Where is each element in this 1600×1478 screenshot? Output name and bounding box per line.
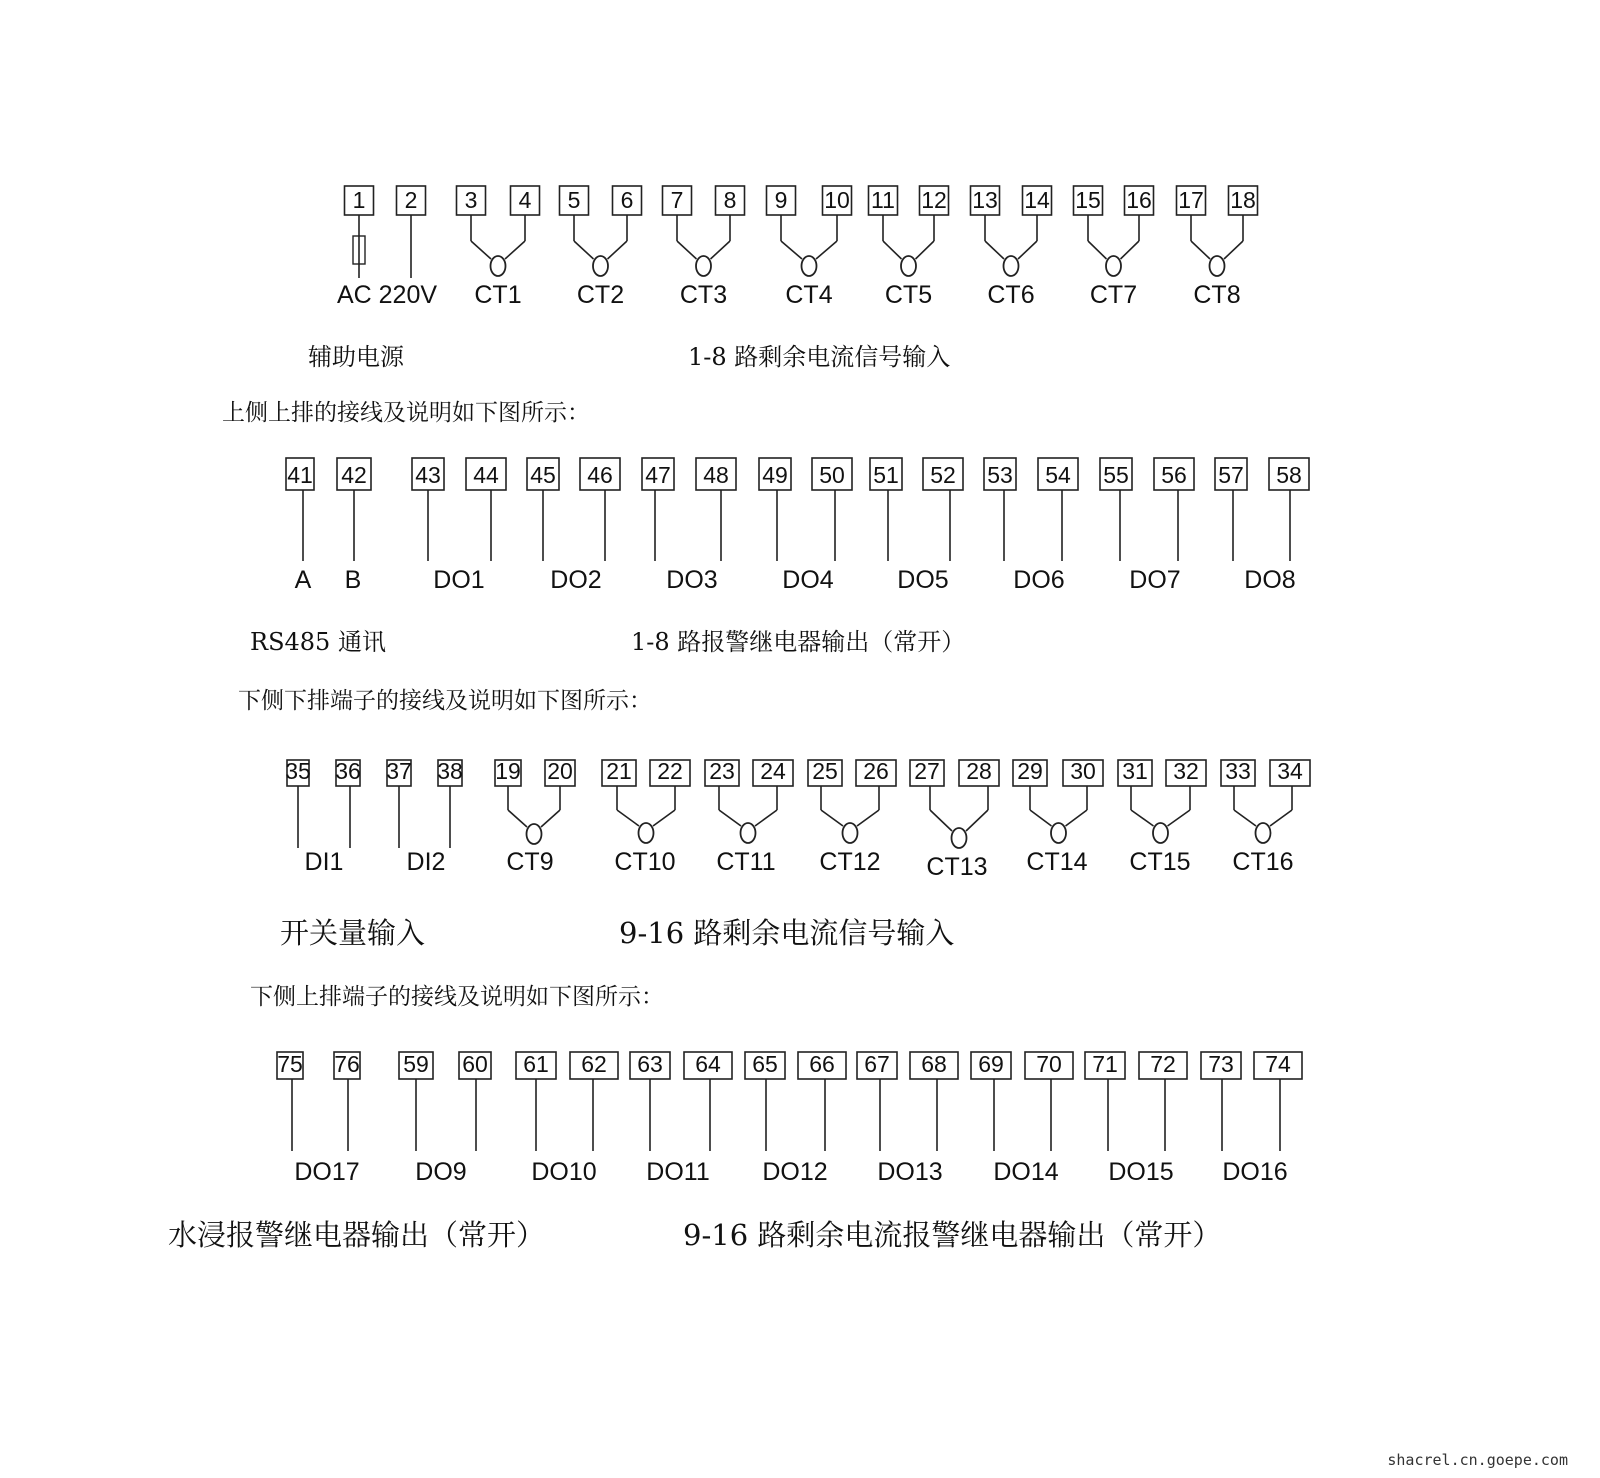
wire	[1018, 241, 1037, 259]
section-caption: 水浸报警继电器输出（常开）	[168, 1218, 546, 1252]
wire	[1270, 810, 1292, 826]
wire	[1131, 810, 1154, 826]
relay-output-label: DO8	[1244, 566, 1296, 594]
terminal-number: 70	[1036, 1051, 1062, 1077]
relay-output-label: DO6	[1013, 566, 1065, 594]
ct-coil	[901, 256, 916, 276]
section-caption: 开关量输入	[280, 916, 426, 950]
wire	[755, 810, 777, 826]
section-caption: 1-8 路报警继电器输出（常开）	[631, 628, 966, 656]
terminal-number: 48	[703, 462, 729, 488]
terminal-number: 44	[473, 462, 499, 488]
ct-label: CT9	[506, 848, 554, 876]
relay-output-label: DO13	[877, 1158, 943, 1186]
terminal-number: 32	[1173, 758, 1199, 784]
section-intro: 上侧上排的接线及说明如下图所示：	[222, 400, 590, 426]
terminal-number: 61	[523, 1051, 549, 1077]
terminal-number: 9	[774, 187, 788, 213]
terminal-number: 43	[415, 462, 441, 488]
terminal-number: 34	[1277, 758, 1303, 784]
section-caption: 9-16 路剩余电流报警继电器输出（常开）	[683, 1218, 1222, 1252]
terminal-number: 51	[873, 462, 899, 488]
relay-output-label: DO11	[646, 1158, 710, 1186]
ct-label: CT8	[1193, 281, 1241, 309]
relay-output-label: DO4	[782, 566, 834, 594]
terminal-number: 31	[1122, 758, 1148, 784]
terminal-number: 52	[930, 462, 956, 488]
wire	[719, 810, 741, 826]
terminal-number: 8	[723, 187, 737, 213]
ct-coil	[593, 256, 608, 276]
wire	[985, 241, 1004, 259]
terminal-number: 20	[547, 758, 573, 784]
relay-output-label: DO12	[762, 1158, 828, 1186]
terminal-number: 68	[921, 1051, 947, 1077]
terminal-number: 21	[606, 758, 632, 784]
terminal-number: 72	[1150, 1051, 1176, 1077]
terminal-number: 55	[1103, 462, 1129, 488]
digital-input-label: DI2	[406, 848, 446, 876]
wire	[821, 810, 843, 826]
wire	[574, 241, 594, 259]
ct-label: CT1	[474, 281, 522, 309]
ct-coil	[1004, 256, 1019, 276]
terminal-number: 18	[1230, 187, 1256, 213]
terminal-number: 71	[1092, 1051, 1118, 1077]
terminal-number: 26	[863, 758, 889, 784]
relay-output-label: DO10	[531, 1158, 597, 1186]
wire	[966, 810, 988, 831]
wire	[781, 241, 802, 259]
wire	[1224, 241, 1243, 259]
terminal-number: 41	[287, 462, 313, 488]
terminal-number: 45	[530, 462, 556, 488]
terminal-number: 22	[657, 758, 683, 784]
section-intro: 下侧下排端子的接线及说明如下图所示：	[238, 688, 652, 714]
wire	[1168, 810, 1191, 826]
ct-coil	[741, 823, 756, 843]
ct-label: CT15	[1129, 848, 1191, 876]
terminal-number: 59	[403, 1051, 429, 1077]
terminal-number: 25	[812, 758, 838, 784]
terminal-number: 1	[352, 187, 366, 213]
section-caption: 辅助电源	[308, 343, 404, 371]
terminal-number: 63	[637, 1051, 663, 1077]
terminal-number: 12	[921, 187, 947, 213]
wire	[930, 810, 952, 831]
terminal-number: 4	[518, 187, 532, 213]
wire	[617, 810, 639, 826]
terminal-number: 24	[760, 758, 786, 784]
ct-coil	[1106, 256, 1121, 276]
wire	[711, 241, 731, 259]
section-caption: 9-16 路剩余电流信号输入	[619, 916, 955, 950]
wire	[1088, 241, 1107, 259]
terminal-number: 6	[620, 187, 634, 213]
relay-output-label: DO2	[550, 566, 602, 594]
terminal-number: 38	[437, 758, 463, 784]
terminal-number: 60	[462, 1051, 488, 1077]
wire	[653, 810, 675, 826]
terminal-number: 69	[978, 1051, 1004, 1077]
rs485-a-label: A	[294, 566, 312, 594]
terminal-number: 74	[1265, 1051, 1291, 1077]
terminal-number: 46	[587, 462, 613, 488]
relay-output-label: DO16	[1222, 1158, 1288, 1186]
terminal-number: 58	[1276, 462, 1302, 488]
relay-output-label: DO5	[897, 566, 949, 594]
terminal-number: 67	[864, 1051, 890, 1077]
terminal-number: 42	[341, 462, 367, 488]
terminal-number: 29	[1017, 758, 1043, 784]
terminal-number: 62	[581, 1051, 607, 1077]
relay-output-label: DO1	[433, 566, 485, 594]
wire	[1066, 810, 1088, 826]
terminal-number: 56	[1161, 462, 1187, 488]
terminal-number: 50	[819, 462, 845, 488]
terminal-number: 10	[824, 187, 850, 213]
ct-label: CT3	[679, 281, 728, 309]
terminal-number: 23	[709, 758, 735, 784]
terminal-number: 35	[285, 758, 311, 784]
wire	[608, 241, 628, 259]
terminal-number: 37	[386, 758, 412, 784]
terminal-number: 57	[1218, 462, 1244, 488]
ct-coil	[1051, 823, 1066, 843]
ct-coil	[639, 823, 654, 843]
relay-output-label: DO7	[1129, 566, 1181, 594]
terminal-number: 30	[1070, 758, 1096, 784]
terminal-number: 49	[762, 462, 788, 488]
terminal-number: 73	[1208, 1051, 1234, 1077]
terminal-number: 15	[1075, 187, 1101, 213]
ct-label: CT2	[576, 281, 625, 309]
wire	[816, 241, 837, 259]
ct-coil	[696, 256, 711, 276]
relay-output-label: DO3	[666, 566, 718, 594]
relay-output-label: DO15	[1108, 1158, 1174, 1186]
ct-label: CT4	[785, 281, 833, 309]
wire	[541, 810, 560, 827]
wire	[508, 810, 527, 827]
power-label: AC 220V	[336, 281, 438, 309]
terminal-number: 54	[1045, 462, 1071, 488]
terminal-number: 76	[334, 1051, 360, 1077]
terminal-number: 33	[1225, 758, 1251, 784]
terminal-number: 28	[966, 758, 992, 784]
ct-coil	[952, 828, 967, 848]
ct-label: CT6	[987, 281, 1035, 309]
terminal-number: 7	[670, 187, 684, 213]
terminal-number: 65	[752, 1051, 778, 1077]
ct-label: CT11	[716, 848, 776, 876]
terminal-number: 14	[1024, 187, 1050, 213]
terminal-number: 5	[567, 187, 581, 213]
ct-coil	[802, 256, 817, 276]
terminal-number: 13	[972, 187, 998, 213]
terminal-number: 66	[809, 1051, 835, 1077]
ct-coil	[491, 256, 506, 276]
terminal-number: 64	[695, 1051, 721, 1077]
ct-label: CT7	[1089, 281, 1138, 309]
wire	[1234, 810, 1256, 826]
terminal-number: 19	[495, 758, 521, 784]
relay-output-label: DO14	[993, 1158, 1059, 1186]
wire	[883, 241, 902, 259]
terminal-number: 2	[404, 187, 418, 213]
wire	[505, 241, 525, 259]
ct-coil	[1210, 256, 1225, 276]
ct-coil	[1256, 823, 1271, 843]
ct-label: CT13	[926, 853, 988, 881]
ct-label: CT5	[884, 281, 933, 309]
terminal-number: 3	[464, 187, 478, 213]
terminal-number: 36	[335, 758, 361, 784]
wire	[1121, 241, 1140, 259]
section-caption: RS485 通讯	[250, 628, 386, 656]
section-intro: 下侧上排端子的接线及说明如下图所示：	[250, 984, 664, 1010]
ct-coil	[1153, 823, 1168, 843]
relay-output-label: DO9	[415, 1158, 467, 1186]
terminal-number: 11	[871, 187, 895, 213]
section-caption: 1-8 路剩余电流信号输入	[688, 343, 951, 371]
wire	[471, 241, 491, 259]
ct-coil	[843, 823, 858, 843]
terminal-number: 17	[1178, 187, 1204, 213]
rs485-b-label: B	[344, 566, 362, 594]
wire	[1191, 241, 1210, 259]
wire	[677, 241, 697, 259]
digital-input-label: DI1	[304, 848, 344, 876]
relay-output-label: DO17	[294, 1158, 360, 1186]
terminal-number: 16	[1126, 187, 1152, 213]
terminal-number: 27	[914, 758, 940, 784]
ct-coil	[527, 824, 542, 844]
watermark-text: shacrel.cn.goepe.com	[1387, 1451, 1568, 1469]
ct-label: CT14	[1026, 848, 1088, 876]
terminal-number: 75	[277, 1051, 303, 1077]
ct-label: CT12	[819, 848, 881, 876]
wire	[857, 810, 879, 826]
ct-label: CT16	[1232, 848, 1294, 876]
wire	[1030, 810, 1052, 826]
terminal-number: 47	[645, 462, 671, 488]
ct-label: CT10	[614, 848, 676, 876]
terminal-number: 53	[987, 462, 1013, 488]
wire	[916, 241, 935, 259]
